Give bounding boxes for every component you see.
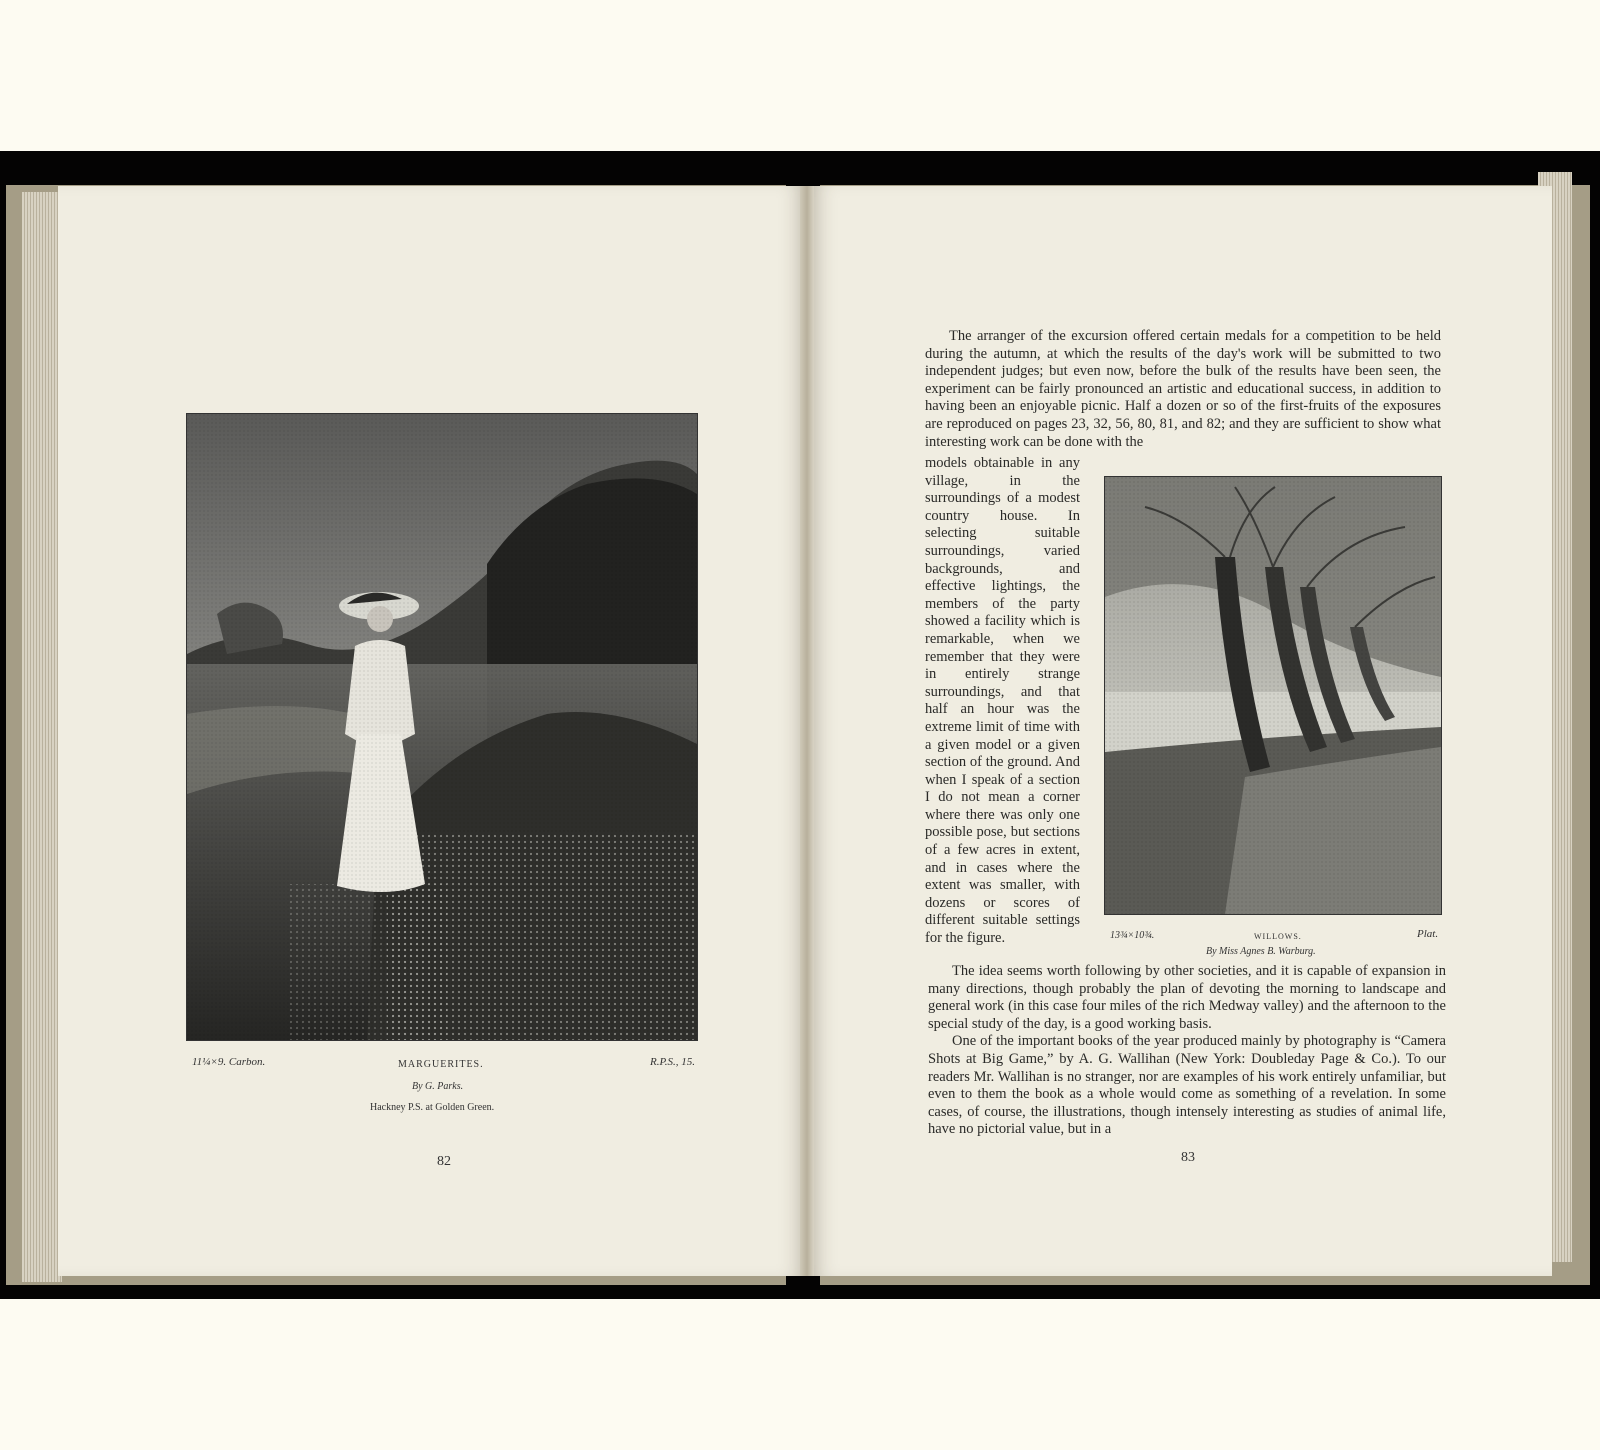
willows-author: By Miss Agnes B. Warburg.	[1206, 946, 1316, 957]
body-text-narrow-column	[925, 455, 1080, 948]
marguerites-size-process: 11¼×9. Carbon.	[192, 1056, 266, 1068]
page-number-left: 82	[437, 1154, 451, 1169]
paragraph-1-narrow: models obtainable in any village, in the surroundings of a modest country house. In selecting suitable surroundings, varied backgrounds, and effective lightings, the members of the party showed a facility which is remarkable, when we remember that they were in entirely strange surroundings, and that half an hour was the extreme limit of time with a given model or a given section of the ground. And when I speak of a section I do not mean a corner where there was only one possible pose, but sections of a few acres in extent, and in cases where the extent was smaller, with dozens or scores of different suitable settings for the figure.	[925, 455, 1080, 947]
marguerites-title: MARGUERITES.	[398, 1059, 484, 1070]
willows-title: WILLOWS.	[1254, 932, 1302, 941]
willows-process: Plat.	[1417, 928, 1439, 940]
photo-willows	[1104, 476, 1442, 915]
marguerites-illustration	[187, 414, 697, 1040]
paragraph-3: One of the important books of the year produced mainly by photography is “Camera Shots at Big Game,” by A. G. Wallihan (New York: Doubleday Page & Co.). To our readers Mr. Wallihan is no stranger, nor are examples of his work entirely unfamiliar, but even to them the book as a whole would come as something of a revelation. In some cases, of course, the illustrations, though intensely interesting as studies of animal life, have no pictorial value, but in a	[928, 1033, 1446, 1138]
book-gutter	[800, 186, 814, 1276]
paragraph-2: The idea seems worth following by other societies, and it is capable of expansion in many directions, though probably the plan of devoting the morning to landscape and general work (in this case four miles of the rich Medway valley) and the afternoon to the special study of the day, is a good working basis.	[928, 963, 1446, 1032]
willows-size: 13¾×10¾.	[1110, 930, 1155, 941]
marguerites-author: By G. Parks.	[412, 1081, 464, 1092]
photo-marguerites	[186, 413, 698, 1041]
body-text-top	[925, 328, 1441, 451]
page-number-right: 83	[1181, 1150, 1195, 1165]
body-text-bottom	[928, 963, 1446, 1139]
page-edges-left	[22, 192, 62, 1282]
willows-illustration	[1105, 477, 1441, 914]
marguerites-award: R.P.S., 15.	[650, 1056, 696, 1068]
paragraph-1-top: The arranger of the excursion offered certain medals for a competition to be held during the autumn, at which the results of the day's work will be submitted to two independent judges; but even now, before the bulk of the results have been seen, the experiment can be fairly pronounced an artistic and educational success, in addition to having been an enjoyable picnic. Half a dozen or so of the first-fruits of the exposures are reproduced on pages 23, 32, 56, 80, 81, and 82; and they are sufficient to show what interesting work can be done with the	[925, 328, 1441, 450]
marguerites-society: Hackney P.S. at Golden Green.	[370, 1102, 495, 1113]
